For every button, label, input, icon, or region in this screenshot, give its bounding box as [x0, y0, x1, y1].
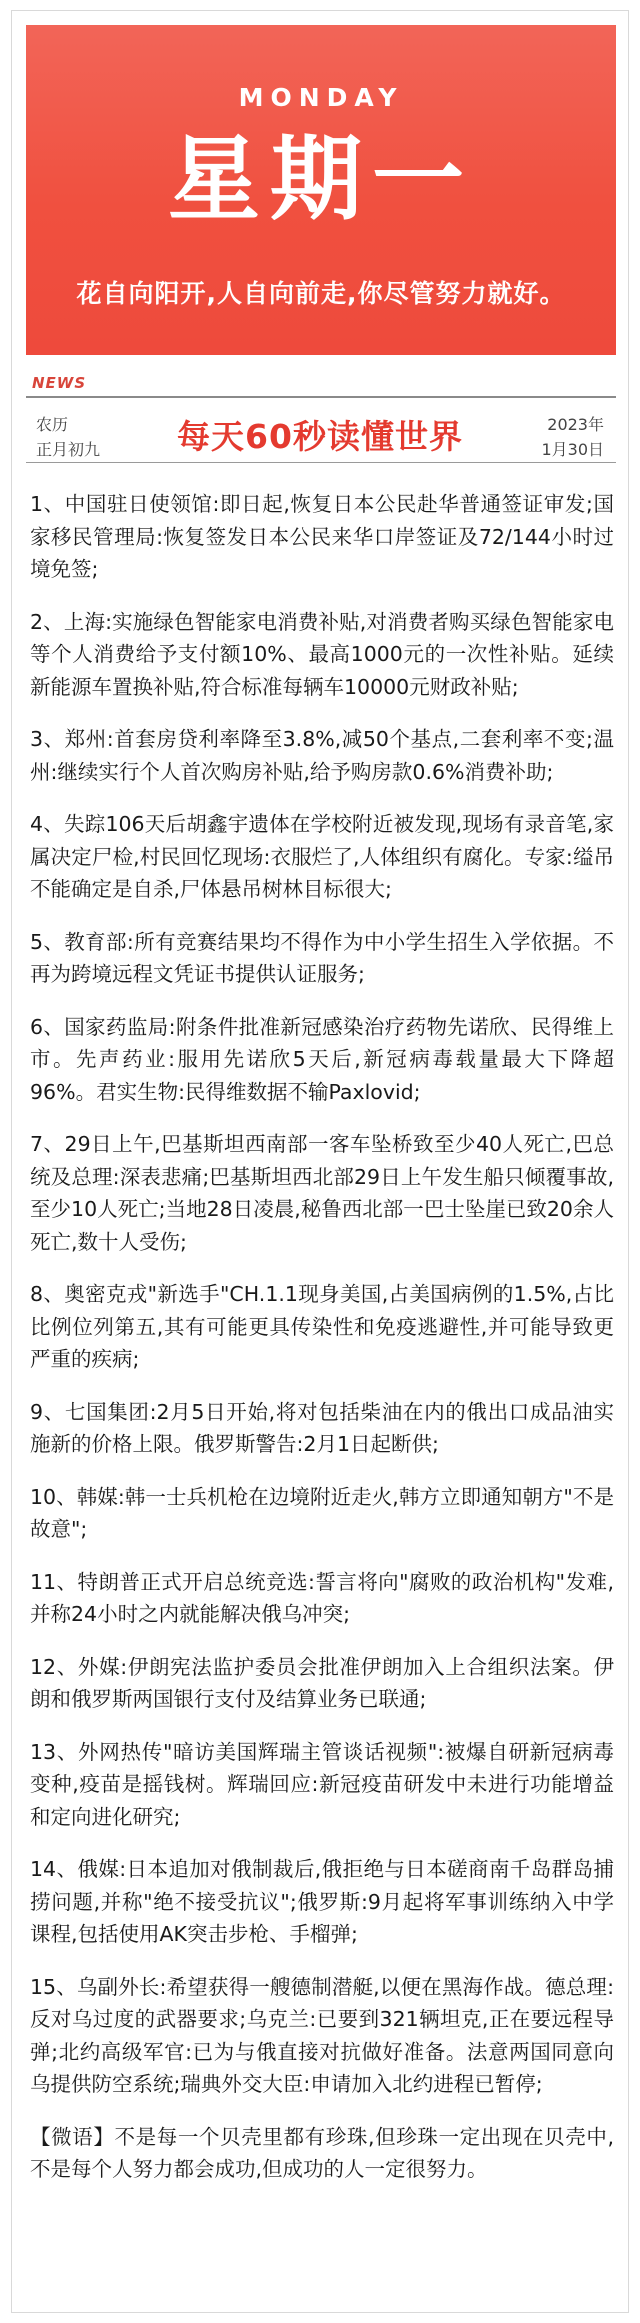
- news-item-5: 5、教育部:所有竞赛结果均不得作为中小学生招生入学依据。不再为跨境远程文凭证书提供认证服务;: [30, 929, 614, 986]
- news-item-4: 4、失踪106天后胡鑫宇遗体在学校附近被发现,现场有录音笔,家属决定尸检,村民回忆现场:衣服烂了,人体组织有腐化。专家:缢吊不能确定是自杀,尸体悬吊树林目标很大;: [30, 812, 614, 901]
- news-item-9: 9、七国集团:2月5日开始,将对包括柴油在内的俄出口成品油实施新的价格上限。俄罗斯警告:2月1日起断供;: [30, 1399, 614, 1456]
- news-section-label: NEWS: [32, 374, 87, 392]
- news-item-8: 8、奥密克戎"新选手"CH.1.1现身美国,占美国病例的1.5%,占比比例位列第五,其有可能更具传染性和免疫逃避性,并可能导致更严重的疾病;: [30, 1282, 614, 1371]
- day-banner: [26, 25, 616, 355]
- header-divider-bottom: [26, 462, 616, 463]
- news-item-15: 15、乌副外长:希望获得一艘德制潜艇,以便在黑海作战。德总理:反对乌过度的武器要求;乌克兰:已要到321辆坦克,正在要远程导弹;北约高级军官:已为与俄直接对抗做好准备。法意两国同意向乌提供防空系统;瑞典外交大臣:申请加入北约进程已暂停;: [30, 1974, 614, 2096]
- news-item-3: 3、郑州:首套房贷利率降至3.8%,减50个基点,二套利率不变;温州:继续实行个人首次购房补贴,给予购房款0.6%消费补助;: [30, 727, 614, 784]
- news-item-1: 1、中国驻日使领馆:即日起,恢复日本公民赴华普通签证审发;国家移民管理局:恢复签发日本公民来华口岸签证及72/144小时过境免签;: [30, 492, 614, 581]
- news-item-12: 12、外媒:伊朗宪法监护委员会批准伊朗加入上合组织法案。伊朗和俄罗斯两国银行支付及结算业务已联通;: [30, 1654, 614, 1711]
- solar-year: 2023年: [547, 415, 604, 434]
- banner-motto: 花自向阳开,人自向前走,你尽管努力就好。: [76, 279, 566, 308]
- page-title: 每天60秒读懂世界: [177, 417, 463, 456]
- solar-date-block: [541, 412, 604, 462]
- news-item-10: 10、韩媒:韩一士兵机枪在边境附近走火,韩方立即通知朝方"不是故意";: [30, 1484, 614, 1541]
- news-item-13: 13、外网热传"暗访美国辉瑞主管谈话视频":被爆自研新冠病毒变种,疫苗是摇钱树。辉瑞回应:新冠疫苗研发中未进行功能增益和定向进化研究;: [30, 1739, 614, 1829]
- lunar-date-block: [36, 412, 100, 462]
- weekday-english: MONDAY: [238, 83, 404, 112]
- news-list: [30, 488, 614, 2186]
- daily-quote: 【微语】不是每一个贝壳里都有珍珠,但珍珠一定出现在贝壳中,不是每个人努力都会成功,但成功的人一定很努力。: [30, 2124, 614, 2181]
- news-item-6: 6、国家药监局:附条件批准新冠感染治疗药物先诺欣、民得维上市。先声药业:服用先诺欣5天后,新冠病毒载量最大下降超96%。君实生物:民得维数据不输Paxlovid;: [30, 1014, 614, 1104]
- weekday-chinese: 星期一: [167, 126, 474, 233]
- lunar-label: 农历: [36, 415, 69, 434]
- lunar-date: 正月初九: [36, 440, 101, 459]
- news-item-11: 11、特朗普正式开启总统竞选:誓言将向"腐败的政治机构"发难,并称24小时之内就能解决俄乌冲突;: [30, 1569, 614, 1626]
- header-divider-top: [26, 396, 616, 398]
- news-item-14: 14、俄媒:日本追加对俄制裁后,俄拒绝与日本磋商南千岛群岛捕捞问题,并称"绝不接受抗议";俄罗斯:9月起将军事训练纳入中学课程,包括使用AK突击步枪、手榴弹;: [30, 1857, 614, 1946]
- news-item-2: 2、上海:实施绿色智能家电消费补贴,对消费者购买绿色智能家电等个人消费给予支付额10%、最高1000元的一次性补贴。延续新能源车置换补贴,符合标准每辆车10000元财政补贴;: [30, 609, 614, 699]
- news-item-7: 7、29日上午,巴基斯坦西南部一客车坠桥致至少40人死亡,巴总统及总理:深表悲痛;巴基斯坦西北部29日上午发生船只倾覆事故,至少10人死亡;当地28日凌晨,秘鲁西北部一巴士坠崖已致20余人死亡,数十人受伤;: [30, 1132, 614, 1254]
- solar-date: 1月30日: [541, 440, 604, 459]
